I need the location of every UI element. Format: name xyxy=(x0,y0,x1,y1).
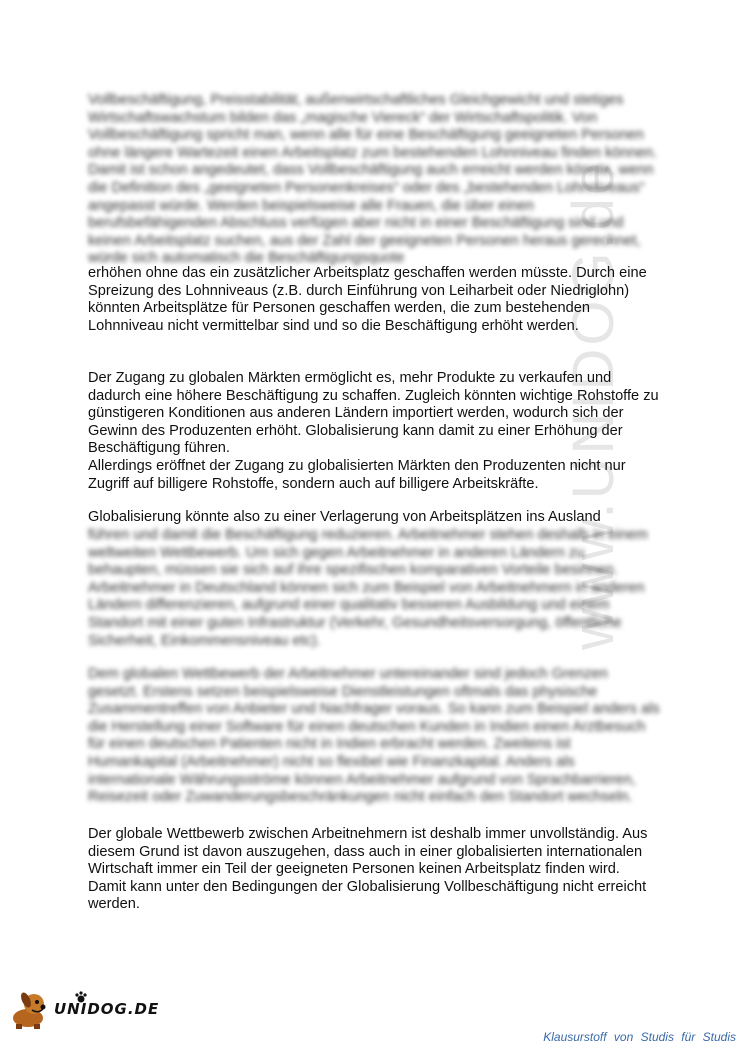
paragraph-4: Globalisierung könnte also zu einer Verlagerung von Arbeitsplätzen ins Ausland xyxy=(88,509,601,525)
paragraph-3: Allerdings eröffnet der Zugang zu globalisierten Märkten den Produzenten nicht nur Zugriff auf billigere Rohstoffe, sondern auch auf billigere Arbeitskräfte. xyxy=(88,458,626,492)
paragraph-4-blurred: führen und damit die Beschäftigung reduzieren. Arbeitnehmer stehen deshalb in einem weltweiten Wettbewerb. Um sich gegen Arbeitnehmer in anderen Ländern zu behaupten, müssen sie sich auf ihre spezifischen komparativen Vorteile besinnen. Arbeitnehmer in Deutschland können sich zum Beispiel von Arbeitnehmern in anderen Ländern differenzieren, aufgrund einer qualitativ besseren Ausbildung und einem Standort mit einer guten Infrastruktur (Verkehr, Gesundheitsversorgung, öffentliche Sicherheit, Einkommensniveau etc). xyxy=(88,527,648,649)
paragraph-6: Der globale Wettbewerb zwischen Arbeitnehmern ist deshalb immer unvollständig. Aus diesem Grund ist davon auszugehen, dass auch in einer globalisierten internationalen Wirtschaft immer ein Teil der geeigneten Personen keinen Arbeitsplatz finden wird. Damit kann unter den Bedingungen der Globalisierung Vollbeschäftigung nicht erreicht werden. xyxy=(88,826,648,913)
paragraph-1-blurred: Vollbeschäftigung, Preisstabilität, außenwirtschaftliches Gleichgewicht und stetiges Wirtschaftswachstum bilden das „magische Viereck“ der Wirtschaftspolitik. Von Vollbeschäftigung spricht man, wenn alle für eine Beschäftigung geeigneten Personen ohne längere Wartezeit einen Arbeitsplatz zum bestehenden Lohnniveau finden können. Damit ist schon angedeutet, dass Vollbeschäftigung auch erreicht werden könnte, wenn die Definition des „geeigneten Personenkreises“ oder des „bestehenden Lohnniveaus“ angepasst würde. Werden beispielsweise alle Frauen, die über einen berufsbefähigenden Abschluss verfügen aber nicht in einer Beschäftigung sind und keinen Arbeitsplatz suchen, aus der Zahl der geeigneten Personen heraus gerechnet, würde sich automatisch die Beschäftigungsquote xyxy=(88,92,658,267)
watermark-text: www.UNIDOG.de xyxy=(561,159,626,650)
dog-icon xyxy=(8,988,52,1030)
footer-tagline: Klausurstoff von Studis für Studis xyxy=(543,1030,736,1044)
paragraph-5-blurred: Dem globalen Wettbewerb der Arbeitnehmer untereinander sind jedoch Grenzen gesetzt. Erstens setzen beispielsweise Dienstleistungen oftmals das physische Zusammentreffen von Anbieter und Nachfrager voraus. So kann zum Beispiel anders als die Herstellung einer Software für einen deutschen Kunden in Indien einen Arztbesuch für einen deutschen Patienten nicht in Indien erbracht werden. Zweitens ist Humankapital (Arbeitnehmer) nicht so flexibel wie Finanzkapital. Anders als internationale Währungsströme können Arbeitnehmer aufgrund von Sprachbarrieren, Reisezeit oder Zuwanderungsbeschränkungen nicht einfach den Standort wechseln. xyxy=(88,666,660,806)
paragraph-1: erhöhen ohne das ein zusätzlicher Arbeitsplatz geschaffen werden müsste. Durch eine Spreizung des Lohnniveaus (z.B. durch Einführung von Leiharbeit oder Niedriglohn) könnten Arbeitsplätze für Personen geschaffen werden, die zum bestehenden Lohnniveau nicht vermittelbar sind und so die Beschäftigung erhöht werden. xyxy=(88,265,647,334)
logo-text: UNIDOG.DE xyxy=(54,1000,160,1018)
paragraph-2: Der Zugang zu globalen Märkten ermöglicht es, mehr Produkte zu verkaufen und dadurch eine höhere Beschäftigung zu schaffen. Zugleich könnten wichtige Rohstoffe zu günstigeren Konditionen aus anderen Ländern importiert werden, wodurch sich der Gewinn des Produzenten erhöht. Globalisierung kann damit zu einer Erhöhung der Beschäftigung führen. xyxy=(88,370,659,457)
footer-logo xyxy=(8,988,158,1030)
